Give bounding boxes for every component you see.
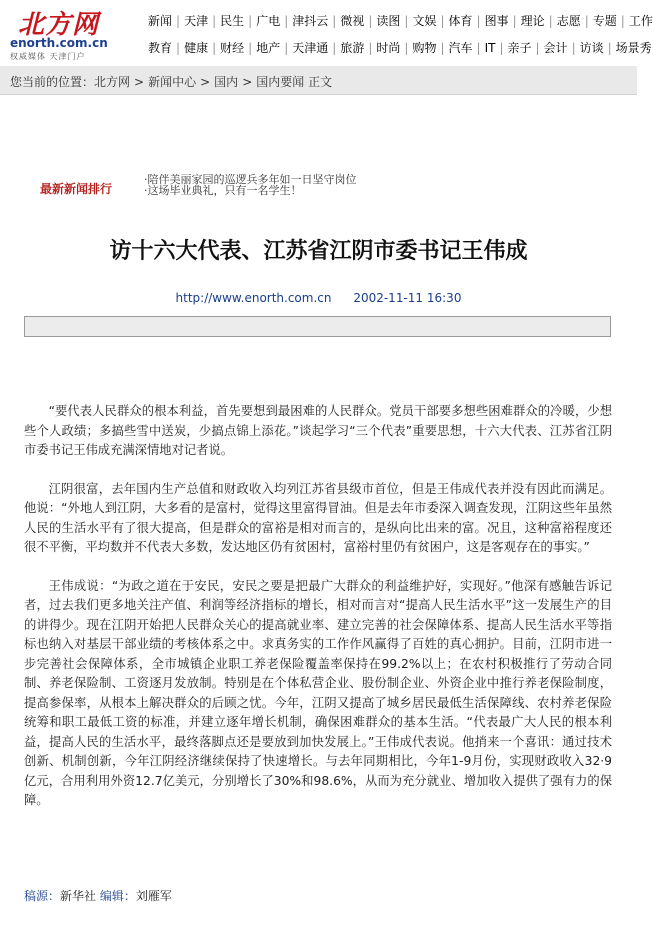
nav-link[interactable]: 专题 [592,14,617,28]
article-body [24,402,612,830]
nav-separator: | [476,41,481,55]
article-title: 访十六大代表、江苏省江阴市委书记王伟成 [109,239,528,264]
article-footer [24,887,172,904]
nav-link[interactable]: 民生 [220,14,245,28]
nav-separator: | [176,41,181,55]
breadcrumb-item[interactable]: 北方网 [94,75,131,89]
nav-link[interactable]: 场景秀 [615,41,652,55]
nav-link[interactable]: 访谈 [579,41,604,55]
nav-separator: | [512,14,517,28]
nav-separator: | [284,14,289,28]
nav-link[interactable]: 亲子 [507,41,532,55]
nav-link[interactable]: 津抖云 [292,14,329,28]
article-paragraph: 江阴很富，去年国内生产总值和财政收入均列江苏省县级市首位，但是王伟成代表并没有因此而满足。他说：“外地人到江阴，大多看的是富村，觉得这里富得冒油。但是去年市委深入调查发现，江阴这些年虽然人民的生活水平有了很大提高，但是群众的富裕是相对而言的，是纵向比出来的富。况且，这种富裕程度还很不平衡，平均数并不代表大多数，发达地区仍有贫困村，富裕村里仍有贫困户，这是客观存在的事实。” [24,481,612,554]
site-header [0,0,653,64]
nav-separator: | [368,41,373,55]
nav-link[interactable]: 工作 [628,14,653,28]
nav-separator: | [404,41,409,55]
article-toolbar-box [24,316,611,337]
breadcrumb-item[interactable]: 新闻中心 [148,75,197,89]
nav-link[interactable]: 天津 [184,14,209,28]
nav-separator: | [248,14,253,28]
nav-link[interactable]: 地产 [256,41,281,55]
nav-link[interactable]: 天津通 [292,41,329,55]
source-value: 新华社 [60,889,97,903]
breadcrumb-prefix: 您当前的位置： [10,75,95,89]
editor-value: 刘雁军 [135,889,172,903]
nav-link[interactable]: 文娱 [412,14,437,28]
nav-separator: | [176,14,181,28]
nav-link[interactable]: 教育 [148,41,173,55]
breadcrumb-separator: > [242,75,253,89]
nav-row-secondary [148,39,652,59]
latest-news-ranking [40,173,500,198]
nav-link[interactable]: 健康 [184,41,209,55]
nav-separator: | [476,14,481,28]
breadcrumb-item[interactable]: 国内 [214,75,239,89]
nav-separator: | [535,41,540,55]
nav-separator: | [440,14,445,28]
ranking-ticker-item[interactable]: ·这场毕业典礼，只有一名学生！ [144,184,302,197]
nav-link[interactable]: 购物 [412,41,437,55]
nav-link[interactable]: 旅游 [340,41,365,55]
nav-separator: | [248,41,253,55]
article-paragraph: 王伟成说：“为政之道在于安民，安民之要是把最广大群众的利益维护好，实现好。”他深有感触告诉记者，过去我们更多地关注产值、利润等经济指标的增长，相对而言对“提高人民生活水平”这一发展生产的目的讲得少。现在江阴开始把人民群众关心的提高就业率、建立完善的社会保障体系、提高人民生活水平等指标也纳入对基层干部业绩的考核体系之中。求真务实的工作作风赢得了百姓的真心拥护。目前，江阴市进一步完善社会保障体系，全市城镇企业职工养老保险覆盖率保持在99.2%以上；在农村积极推行了劳动合同制、养老保险制、工资逐月发放制。特别是在个体私营企业、股份制企业、外资企业中推行养老保险制度，提高参保率，从根本上解决群众的后顾之忧。今年，江阴又提高了城乡居民最低生活保障线、农村养老保险统筹和职工最低工资的标准，并建立逐年增长机制，确保困难群众的基本生活。“代表最广大人民的根本利益，提高人民的生活水平，最终落脚点还是要放到加快发展上。”王伟成代表说。他捎来一个喜讯：通过技术创新、机制创新，今年江阴经济继续保持了快速增长。与去年同期相比，今年1-9月份，实现财政收入32·9亿元，合用利用外资12.7亿美元，分别增长了30%和98.6%，从而为充分就业、增加收入提供了强有力的保障。 [24,578,612,807]
logo-slogan: 权威媒体 天津门户 [10,52,86,61]
nav-link[interactable]: IT [484,41,496,55]
nav-separator: | [404,14,409,28]
nav-link[interactable]: 汽车 [448,41,473,55]
source-label: 稿源： [24,889,61,903]
logo-domain: enorth.com.cn [10,36,108,50]
nav-row-primary [148,12,653,32]
nav-link[interactable]: 理论 [520,14,545,28]
editor-label: 编辑： [99,889,136,903]
nav-separator: | [284,41,289,55]
nav-link[interactable]: 时尚 [376,41,401,55]
nav-link[interactable]: 微视 [340,14,365,28]
nav-separator: | [332,14,337,28]
nav-separator: | [620,14,625,28]
breadcrumb-bar [0,66,637,95]
nav-separator: | [499,41,504,55]
nav-link[interactable]: 体育 [448,14,473,28]
nav-separator: | [440,41,445,55]
ranking-ticker-item[interactable]: ·陪伴美丽家园的巡逻兵多年如一日坚守岗位 [144,173,357,186]
nav-separator: | [571,41,576,55]
breadcrumb-separator: > [200,75,211,89]
nav-separator: | [548,14,553,28]
nav-link[interactable]: 广电 [256,14,281,28]
nav-separator: | [607,41,612,55]
nav-separator: | [212,14,217,28]
breadcrumb [10,73,332,90]
nav-link[interactable]: 读图 [376,14,401,28]
breadcrumb-item[interactable]: 国内要闻 正文 [256,75,333,89]
ranking-label: 最新新闻排行 [40,182,113,196]
article-paragraph: “要代表人民群众的根本利益，首先要想到最困难的人民群众。党员干部要多想些困难群众的冷暖，少想些个人政绩；多搞些雪中送炭，少搞点锦上添花。”谈起学习“三个代表”重要思想，十六大代表、江苏省江阴市委书记王伟成充满深情地对记者说。 [24,404,612,457]
nav-link[interactable]: 财经 [220,41,245,55]
article-date: 2002-11-11 16:30 [353,291,462,305]
ranking-ticker[interactable] [144,174,464,196]
nav-link[interactable]: 新闻 [148,14,173,28]
logo-brand: 北方网 [18,10,100,40]
article-source-link[interactable]: http://www.enorth.com.cn [175,291,332,305]
nav-separator: | [212,41,217,55]
nav-separator: | [368,14,373,28]
nav-link[interactable]: 图事 [484,14,509,28]
article-meta [0,291,637,305]
nav-separator: | [332,41,337,55]
breadcrumb-separator: > [134,75,145,89]
nav-link[interactable]: 会计 [543,41,568,55]
site-logo[interactable] [8,4,140,60]
nav-separator: | [584,14,589,28]
nav-link[interactable]: 志愿 [556,14,581,28]
